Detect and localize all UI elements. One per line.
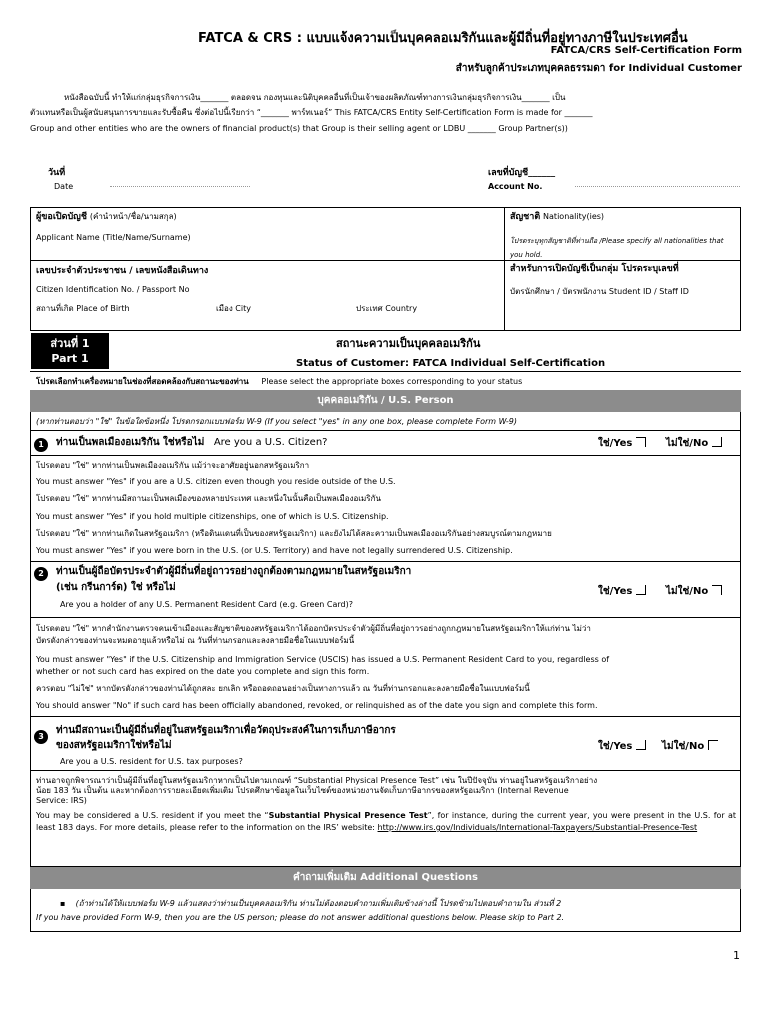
us-person-note: (หากท่านตอบว่า "ใช่" ในข้อใดข้อหนึ่ง โปรดกรอกแบบฟอร์ม W-9 (If you select "yes" in any one box, please complete Form W-9) (36, 417, 517, 426)
intro-line-1: หนังสือฉบับนี้ ทำให้แก่กลุ่มธุรกิจการเงิน_______ ตลอดจน กองทุนและนิติบุคคลอื่นที่เป็นเจ้าของผลิตภัณฑ์ทางการเงินกลุ่มธุรกิจการเงิน_______ เป็น (64, 93, 566, 102)
question-2-th-line-2: (เช่น กรีนการ์ด) ใช่ หรือไม่ (56, 582, 176, 593)
account-label-th: เลขที่บัญชี______ (488, 168, 556, 178)
question-3-number: 3 (34, 730, 48, 744)
question-2-note-3: You must answer "Yes" if the U.S. Citizenship and Immigration Service (USCIS) has issued a U.S. Permanent Resident Card to you, regardless of (36, 655, 610, 664)
intro-line-2: ตัวแทนหรือเป็นผู้สนับสนุนการขายและรับซื้อคืน ซึ่งต่อไปนี้เรียกว่า “_______ พาร์ทเนอร์” This FATCA/CRS Entity Self-Certification Form is made for _______ (30, 108, 593, 117)
intro-line-3: Group and other entities who are the owners of financial product(s) that Group is their selling agent or LDBU _______ Group Partner(s)) (30, 124, 568, 133)
question-1-note-4: You must answer "Yes" if you hold multiple citizenships, one of which is U.S. Citizenship. (36, 512, 389, 521)
id-label-en: Citizen Identification No. / Passport No (36, 285, 190, 294)
question-2-en: Are you a holder of any U.S. Permanent Resident Card (e.g. Green Card)? (60, 600, 353, 609)
additional-questions-note-th: ▪ (ถ้าท่านได้ให้แบบฟอร์ม W-9 แล้วแสดงว่าท่านเป็นบุคคลอเมริกัน ท่านไม่ต้องตอบคำถามเพิ่มเติมข้างล่างนี้ โปรดข้ามไปตอบคำถามใน ส่วนที่ 2 (60, 899, 562, 908)
question-2-note-5: ควรตอบ "ไม่ใช่" หากบัตรดังกล่าวของท่านได้ถูกสละ ยกเลิก หรือถอดถอนอย่างเป็นทางการแล้ว ณ วันที่ท่านกรอกและลงลายมือชื่อในแบบฟอร์มนี้ (36, 684, 530, 693)
applicant-name-label-en: Applicant Name (Title/Name/Surname) (36, 233, 191, 242)
form-subtitle-customer-type: สำหรับลูกค้าประเภทบุคคลธรรมดา for Individual Customer (455, 63, 742, 74)
country-label: ประเทศ Country (356, 304, 418, 313)
additional-questions-frame (30, 889, 741, 932)
question-1-note-2: You must answer "Yes" if you are a U.S. citizen even though you reside outside of the U.S. (36, 477, 396, 486)
question-3-en: Are you a U.S. resident for U.S. tax purposes? (60, 757, 243, 766)
additional-questions-note-en: If you have provided Form W-9, then you are the US person; please do not answer additional questions below. Please skip to Part 2. (36, 913, 565, 922)
question-3-th-line-1: ท่านมีสถานะเป็นผู้มีถิ่นที่อยู่ในสหรัฐอเมริกาเพื่อวัตถุประสงค์ในการเก็บภาษีอากร (56, 725, 396, 736)
account-input[interactable] (575, 186, 740, 187)
question-2-number: 2 (34, 567, 48, 581)
applicant-name-label: ผู้ขอเปิดบัญชี (คำนำหน้า/ชื่อ/นามสกุล) (36, 212, 177, 222)
birth-place-label: สถานที่เกิด Place of Birth (36, 304, 130, 313)
question-3-note-en: You may be considered a U.S. resident if you meet the “Substantial Physical Presence Test”, for instance, during the current year, you were present in the U.S. for at least 183 days. For more details, please refer to the information on the IRS’ website: http://www.irs.gov/Individuals/International-Taxpayers/Substantial-Presence-Test (36, 811, 737, 832)
question-2-th-line-1: ท่านเป็นผู้ถือบัตรประจำตัวผู้มีถิ่นที่อยู่ถาวรอย่างถูกต้องตามกฎหมายในสหรัฐอเมริกา (56, 566, 412, 577)
question-2-yes-option[interactable]: ใช่/Yes (598, 585, 646, 598)
city-label: เมือง City (216, 304, 251, 313)
question-1-yes-option[interactable]: ใช่/Yes (598, 437, 646, 450)
irs-link[interactable]: http://www.irs.gov/Individuals/International- (377, 823, 553, 832)
date-label-en: Date (54, 182, 74, 191)
form-title: FATCA & CRS : แบบแจ้งความเป็นบุคคลอเมริกันและผู้มีถิ่นที่อยู่ทางภาษีในประเทศอื่น (198, 31, 688, 46)
question-3-yes-option[interactable]: ใช่/Yes (598, 740, 646, 753)
bullet-icon: ▪ (60, 899, 66, 908)
part-1-title-en: Status of Customer: FATCA Individual Self-Certification (296, 358, 606, 369)
id-label-th: เลขประจำตัวประชาชน / เลขหนังสือเดินทาง (36, 266, 209, 276)
date-label-th: วันที่ (48, 168, 66, 178)
student-staff-id-label: บัตรนักศึกษา / บัตรพนักงาน Student ID / Staff ID (510, 287, 689, 296)
additional-questions-header: คำถามเพิ่มเติม Additional Questions (30, 867, 741, 889)
question-1-number: 1 (34, 438, 48, 452)
irs-link-continued[interactable]: Taxpayers/Substantial-Presence-Test (552, 823, 698, 832)
group-account-label: สำหรับการเปิดบัญชีเป็นกลุ่ม โปรดระบุเลขที่ (510, 264, 679, 274)
part-1-instruction: โปรดเลือกทำเครื่องหมายในช่องที่สอดคล้องกับสถานะของท่าน Please select the appropriate boxes corresponding to your status (36, 377, 523, 386)
question-1-note-5: โปรดตอบ "ใช่" หากท่านเกิดในสหรัฐอเมริกา (หรือดินแดนที่เป็นของสหรัฐอเมริกา) และยังไม่ได้สละความเป็นพลเมืองอเมริกันอย่างสมบูรณ์ตามกฎหมาย (36, 529, 552, 538)
form-subtitle: FATCA/CRS Self-Certification Form (550, 45, 742, 56)
account-label-en: Account No. (488, 182, 543, 191)
question-1-no-option[interactable]: ไม่ใช่/No (666, 437, 722, 450)
question-1-note-3: โปรดตอบ "ใช่" หากท่านมีสถานะเป็นพลเมืองของหลายประเทศ และหนึ่งในนั้นคือเป็นพลเมืองอเมริกัน (36, 494, 381, 503)
us-person-section-header: บุคคลอเมริกัน / U.S. Person (30, 390, 741, 412)
nationality-label: สัญชาติ Nationality(ies) (510, 212, 605, 222)
question-2-note-2: บัตรดังกล่าวของท่านจะหมดอายุแล้วหรือไม่ ณ วันที่ท่านกรอกและลงลายมือชื่อในแบบฟอร์มนี้ (36, 636, 355, 645)
question-1-note-1: โปรดตอบ "ใช่" หากท่านเป็นพลเมืองอเมริกัน แม้ว่าจะอาศัยอยู่นอกสหรัฐอเมริกา (36, 461, 310, 470)
date-input[interactable] (110, 186, 250, 187)
question-2-note-4: whether or not such card has expired on the date you complete and sign this form. (36, 667, 370, 676)
nationality-hint: โปรดระบุทุกสัญชาติที่ท่านถือ /Please specify all nationalities that you hold. (510, 237, 724, 259)
part-1-title-th: สถานะความเป็นบุคคลอเมริกัน (336, 337, 481, 350)
question-3-no-option[interactable]: ไม่ใช่/No (662, 740, 718, 753)
question-2-no-option[interactable]: ไม่ใช่/No (666, 585, 722, 598)
part-1-label: ส่วนที่ 1 Part 1 (31, 333, 109, 369)
question-1: ท่านเป็นพลเมืองอเมริกัน ใช่หรือไม่ Are you a U.S. Citizen? (56, 437, 328, 448)
question-1-note-6: You must answer "Yes" if you were born in the U.S. (or U.S. Territory) and have not legally surrendered U.S. Citizenship. (36, 546, 513, 555)
question-2-note-6: You should answer "No" if such card has been officially abandoned, revoked, or relinquished as of the date you sign and complete this form. (36, 701, 598, 710)
question-2-note-1: โปรดตอบ "ใช่" หากสำนักงานตรวจคนเข้าเมืองและสัญชาติของสหรัฐอเมริกาได้ออกบัตรประจำตัวผู้มีถิ่นที่อยู่ถาวรอย่างถูกกฎหมายในสหรัฐอเมริกาให้แก่ท่าน ไม่ว่า (36, 624, 591, 633)
question-3-note-th: ท่านอาจถูกพิจารณาว่าเป็นผู้มีถิ่นที่อยู่ในสหรัฐอเมริกาหากเป็นไปตามเกณฑ์ “Substantial Physical Presence Test” เช่น ในปีปัจจุบัน ท่านอยู่ในสหรัฐอเมริกาอย่าง น้อย 183 วัน เป็นต้น และหากต้องการรายละเอียดเพิ่มเติม โปรดศึกษาข้อมูลในเว็บไซต์ของหน่วยงานจัดเก็บภาษีอากรของสหรัฐอเมริกา (Internal Revenue Service: IRS) (36, 776, 598, 805)
page-number: 1 (733, 949, 740, 962)
question-3-th-line-2: ของสหรัฐอเมริกาใช่หรือไม่ (56, 740, 172, 751)
